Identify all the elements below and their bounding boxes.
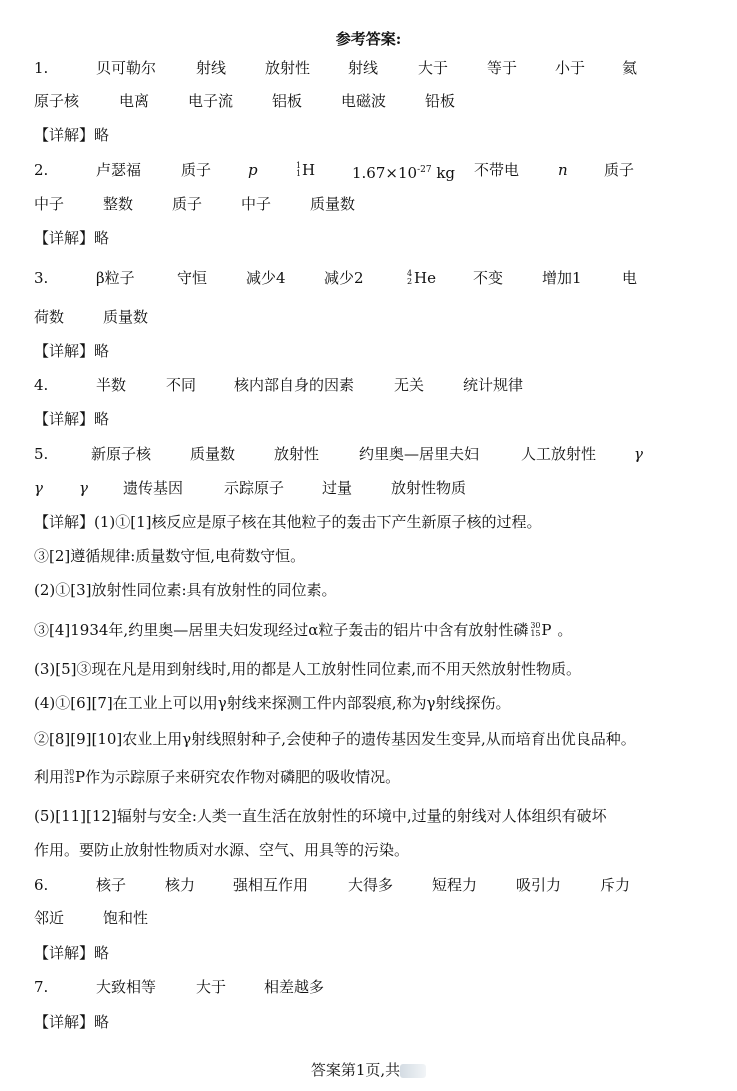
answer-item: 不同 xyxy=(166,376,197,394)
answer-item: 质子 xyxy=(604,161,635,179)
answer-item: 守恒 xyxy=(177,269,208,287)
question-number: 2. xyxy=(34,161,49,179)
phosphorus-symbol: 30 15 P xyxy=(64,768,86,786)
answer-item: β粒子 xyxy=(96,269,135,287)
answer-item: 电磁波 xyxy=(341,92,387,110)
detail-line: ③[2]遵循规律:质量数守恒,电荷数守恒。 xyxy=(34,547,306,565)
detail-text: 略 xyxy=(94,229,110,247)
answer-item: 放射性 xyxy=(265,59,311,77)
answer-item: 等于 xyxy=(487,59,518,77)
answer-item: 大于 xyxy=(196,978,227,996)
answer-item: 过量 xyxy=(322,479,353,497)
answer-item: 强相互作用 xyxy=(233,876,309,894)
answer-item: 增加1 xyxy=(542,269,582,287)
detail-line: ②[8][9][10]农业上用γ射线照射种子,会使种子的遗传基因发生变异,从而培育出优良品种。 xyxy=(34,730,636,748)
detail-line: (2)①[3]放射性同位素:具有放射性的同位素。 xyxy=(34,581,337,599)
answer-item: 减少2 xyxy=(324,269,364,287)
charge-number: 2 xyxy=(407,277,413,286)
answer-item: 原子核 xyxy=(34,92,80,110)
answer-item: 质量数 xyxy=(310,195,356,213)
question-number: 3. xyxy=(34,269,49,287)
answer-item: 射线 xyxy=(196,59,227,77)
answer-item: γ xyxy=(34,479,43,497)
detail-text: 略 xyxy=(94,126,110,144)
detail-line xyxy=(34,341,109,361)
detail-line xyxy=(34,125,109,145)
answer-item: 遗传基因 xyxy=(123,479,184,497)
answer-item: 人工放射性 xyxy=(521,445,597,463)
question-number: 5. xyxy=(34,445,49,463)
answer-item: 氦 xyxy=(622,59,638,77)
detail-line: ③[4]1934年,约里奥—居里夫妇发现经过α粒子轰击的铝片中含有放射性磷 30 15 P 。 xyxy=(34,621,573,639)
mass-number: 4 xyxy=(407,269,413,278)
detail-line xyxy=(34,228,109,248)
answer-item: 质子 xyxy=(172,195,203,213)
detail-line: 利用 30 15 P作为示踪原子来研究农作物对磷肥的吸收情况。 xyxy=(34,768,401,786)
detail-line: 作用。要防止放射性物质对水源、空气、用具等的污染。 xyxy=(34,841,410,859)
charge-number: 1 xyxy=(296,169,302,178)
answer-item: p xyxy=(248,161,258,179)
answer-item: 新原子核 xyxy=(91,445,152,463)
detail-label: 【详解】 xyxy=(34,1013,95,1031)
answer-item: 核力 xyxy=(165,876,196,894)
question-number: 7. xyxy=(34,978,49,996)
answer-item: 大于 xyxy=(418,59,449,77)
answer-item: 电子流 xyxy=(188,92,234,110)
answer-item: 电离 xyxy=(119,92,150,110)
detail-text: 略 xyxy=(94,944,110,962)
phosphorus-symbol: 30 15 P xyxy=(530,621,552,639)
answer-item: 不带电 xyxy=(474,161,520,179)
answer-item: 质量数 xyxy=(103,308,149,326)
element-symbol: H xyxy=(302,161,316,179)
answer-item: 中子 xyxy=(241,195,272,213)
answer-item: 贝可勒尔 xyxy=(96,59,157,77)
answer-item: 相差越多 xyxy=(264,978,325,996)
answer-item-mass: $1.67\times 10^{-27}$ kg xyxy=(352,164,456,182)
detail-text: 略 xyxy=(94,342,110,360)
detail-label: 【详解】 xyxy=(34,126,95,144)
detail-text: 略 xyxy=(94,1013,110,1031)
answer-item: γ xyxy=(79,479,88,497)
answer-item-helium xyxy=(407,268,436,288)
detail-line: (3)[5]③现在凡是用到射线时,用的都是人工放射性同位素,而不用天然放射性物质。 xyxy=(34,660,582,678)
answer-item: 质量数 xyxy=(190,445,236,463)
answer-item: 卢瑟福 xyxy=(96,161,142,179)
answer-item: 短程力 xyxy=(432,876,478,894)
answer-item: 斥力 xyxy=(600,876,631,894)
answer-item: 铅板 xyxy=(425,92,456,110)
answer-item: 荷数 xyxy=(34,308,65,326)
answer-item: 核子 xyxy=(96,876,127,894)
watermark-smudge xyxy=(400,1064,426,1078)
answer-item: 核内部自身的因素 xyxy=(234,376,355,394)
answer-item: 大得多 xyxy=(348,876,394,894)
answer-item: 中子 xyxy=(34,195,65,213)
answer-item: 放射性物质 xyxy=(391,479,467,497)
detail-line: (5)[11][12]辐射与安全:人类一直生活在放射性的环境中,过量的射线对人体组织有破坏 xyxy=(34,807,607,825)
detail-text: 略 xyxy=(94,410,110,428)
detail-line: 【详解】(1)①[1]核反应是原子核在其他粒子的轰击下产生新原子核的过程。 xyxy=(34,513,542,531)
answer-item: 铝板 xyxy=(272,92,303,110)
detail-label: 【详解】 xyxy=(34,410,95,428)
mass-number: 1 xyxy=(296,161,302,170)
answer-item: 大致相等 xyxy=(96,978,157,996)
answer-item: 不变 xyxy=(473,269,504,287)
page-title: 参考答案: xyxy=(335,30,402,48)
answer-item: 半数 xyxy=(96,376,127,394)
page-number-text: 答案第1页,共 xyxy=(310,1061,401,1079)
question-number: 6. xyxy=(34,876,49,894)
detail-line xyxy=(34,1012,109,1032)
detail-label: 【详解】 xyxy=(34,229,95,247)
detail-line: (4)①[6][7]在工业上可以用γ射线来探测工件内部裂痕,称为γ射线探伤。 xyxy=(34,694,511,712)
detail-line xyxy=(34,409,109,429)
answer-item: 示踪原子 xyxy=(224,479,285,497)
answer-item: γ xyxy=(634,445,643,463)
question-number: 4. xyxy=(34,376,49,394)
answer-item: 邻近 xyxy=(34,909,65,927)
answer-item: 质子 xyxy=(181,161,212,179)
answer-item: 射线 xyxy=(348,59,379,77)
answer-item: n xyxy=(558,161,568,179)
answer-item: 无关 xyxy=(394,376,425,394)
answer-item: 电 xyxy=(622,269,638,287)
answer-item: 整数 xyxy=(103,195,134,213)
detail-line xyxy=(34,943,109,963)
page-footer xyxy=(0,1059,737,1080)
answer-item: 约里奥—居里夫妇 xyxy=(359,445,480,463)
question-number: 1. xyxy=(34,59,49,77)
answer-item-hydrogen xyxy=(296,160,315,180)
answer-item: 减少4 xyxy=(246,269,286,287)
detail-label: 【详解】 xyxy=(34,944,95,962)
element-symbol: He xyxy=(414,269,436,287)
answer-item: 吸引力 xyxy=(516,876,562,894)
answer-item: 饱和性 xyxy=(103,909,149,927)
answer-item: 小于 xyxy=(555,59,586,77)
answer-item: 统计规律 xyxy=(463,376,524,394)
detail-label: 【详解】 xyxy=(34,342,95,360)
answer-item: 放射性 xyxy=(274,445,320,463)
